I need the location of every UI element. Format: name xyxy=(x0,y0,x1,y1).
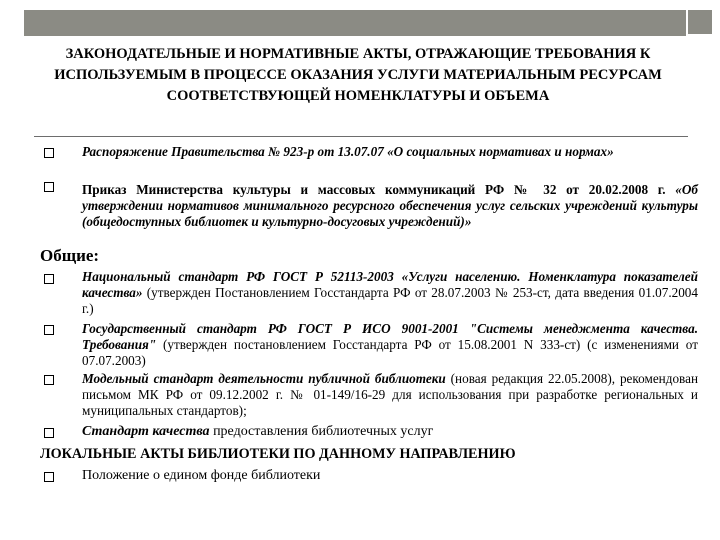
gost-52113-details: (утвержден Постановлением Госстандарта РФ от 28.07.2003 № 253-ст, дата введения 01.07.2004 г.) xyxy=(82,285,698,317)
gost-52113-title: Национальный стандарт РФ ГОСТ Р 52113-2003 «Услуги населению. Номенклатура показателей качества» xyxy=(82,269,698,301)
bullet-square-icon xyxy=(44,274,54,284)
gost-iso-9001-title: Государственный стандарт РФ ГОСТ Р ИСО 9001-2001 "Системы менеджмента качества. Требования" xyxy=(82,321,698,353)
bullet-square-icon xyxy=(44,472,54,482)
list-item-fund-regulation: Положение о едином фонде библиотеки xyxy=(82,468,321,483)
header-bar xyxy=(24,10,686,36)
bullet-square-icon xyxy=(44,428,54,438)
bullet-square-icon xyxy=(44,325,54,335)
list-item-gost-52113 xyxy=(82,269,698,318)
slide-title: ЗАКОНОДАТЕЛЬНЫЕ И НОРМАТИВНЫЕ АКТЫ, ОТРАЖАЮЩИЕ ТРЕБОВАНИЯ К ИСПОЛЬЗУЕМЫМ В ПРОЦЕССЕ ОКАЗАНИЯ УСЛУГИ МАТЕРИАЛЬНЫМ РЕСУРСАМ СООТВЕТСТВУЮЩЕЙ НОМЕНКЛАТУРЫ И ОБЪЕМА xyxy=(54,46,662,104)
quality-standard-title: Стандарт качества xyxy=(82,424,210,439)
bullet-square-icon xyxy=(44,375,54,385)
list-item-decree-923: Распоряжение Правительства № 923-р от 13.07.07 «О социальных нормативах и нормах» xyxy=(82,144,614,159)
order-32-subject: «Об утверждении нормативов минимального ресурсного обеспечения услуг сельских учреждений культуры (общедоступных библиотек и культурно-досуговых учреждений)» xyxy=(82,182,699,230)
list-item-quality-standard xyxy=(82,424,698,440)
title-divider xyxy=(34,136,688,137)
order-32-title: Приказ Министерства культуры и массовых коммуникаций РФ № 32 от 20.02.2008 г. xyxy=(82,182,666,197)
decorative-square xyxy=(688,10,712,34)
model-standard-title: Модельный стандарт деятельности публичной библиотеки xyxy=(82,371,446,386)
gost-iso-9001-details: (утвержден постановлением Госстандарта РФ от 15.08.2001 N 333-ст) (с изменениями от 07.07.2003) xyxy=(82,337,698,369)
general-heading: Общие: xyxy=(40,246,100,265)
bullet-square-icon xyxy=(44,148,54,158)
model-standard-details: (новая редакция 22.05.2008), рекомендован письмом МК РФ от 09.12.2002 г. № 01-149/16-29 для использования при разработке региональных и муниципальных стандартов); xyxy=(82,371,698,419)
list-item-gost-iso-9001 xyxy=(82,321,698,370)
list-item-order-32 xyxy=(82,182,698,231)
local-acts-heading: ЛОКАЛЬНЫЕ АКТЫ БИБЛИОТЕКИ ПО ДАННОМУ НАПРАВЛЕНИЮ xyxy=(40,446,516,462)
list-item-model-standard xyxy=(82,371,698,420)
quality-standard-details: предоставления библиотечных услуг xyxy=(209,424,434,439)
bullet-square-icon xyxy=(44,182,54,192)
